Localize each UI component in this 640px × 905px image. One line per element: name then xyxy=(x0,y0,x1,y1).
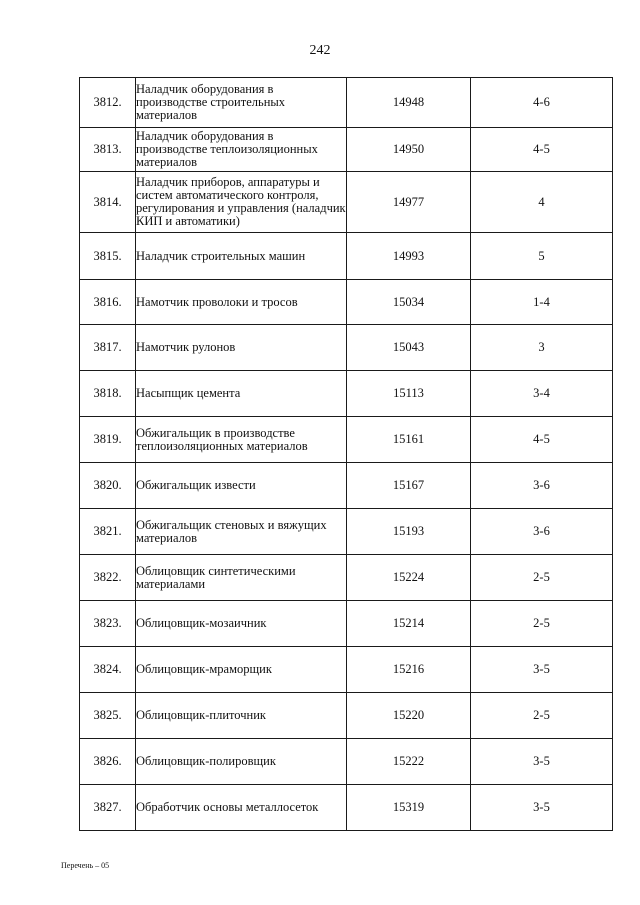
row-number: 3818. xyxy=(80,371,136,417)
table-row xyxy=(80,555,613,601)
rank-range: 3-5 xyxy=(471,785,613,831)
rank-range: 3-4 xyxy=(471,371,613,417)
rank-range: 3-5 xyxy=(471,647,613,693)
profession-code: 14993 xyxy=(347,233,471,280)
table-row xyxy=(80,371,613,417)
profession-name: Намотчик проволоки и тросов xyxy=(136,280,347,325)
row-number: 3821. xyxy=(80,509,136,555)
row-number: 3826. xyxy=(80,739,136,785)
profession-name: Обработчик основы металлосеток xyxy=(136,785,347,831)
table-row xyxy=(80,325,613,371)
profession-name: Намотчик рулонов xyxy=(136,325,347,371)
profession-name: Наладчик строительных машин xyxy=(136,233,347,280)
rank-range: 2-5 xyxy=(471,555,613,601)
profession-code: 15043 xyxy=(347,325,471,371)
row-number: 3815. xyxy=(80,233,136,280)
rank-range: 3-5 xyxy=(471,739,613,785)
row-number: 3813. xyxy=(80,128,136,172)
profession-code: 15034 xyxy=(347,280,471,325)
rank-range: 3-6 xyxy=(471,509,613,555)
profession-name: Облицовщик-мраморщик xyxy=(136,647,347,693)
profession-code: 14950 xyxy=(347,128,471,172)
row-number: 3820. xyxy=(80,463,136,509)
rank-range: 4-5 xyxy=(471,128,613,172)
row-number: 3824. xyxy=(80,647,136,693)
profession-name: Облицовщик-мозаичник xyxy=(136,601,347,647)
page-number: 242 xyxy=(309,43,331,58)
table-row xyxy=(80,78,613,128)
table-row xyxy=(80,233,613,280)
profession-name: Облицовщик синтетическими материалами xyxy=(136,555,347,601)
profession-code: 15113 xyxy=(347,371,471,417)
rank-range: 2-5 xyxy=(471,693,613,739)
profession-code: 15319 xyxy=(347,785,471,831)
profession-name: Обжигальщик извести xyxy=(136,463,347,509)
rank-range: 4 xyxy=(471,172,613,233)
table-row xyxy=(80,172,613,233)
profession-name: Обжигальщик стеновых и вяжущих материалов xyxy=(136,509,347,555)
row-number: 3823. xyxy=(80,601,136,647)
row-number: 3827. xyxy=(80,785,136,831)
profession-code: 15167 xyxy=(347,463,471,509)
table-row xyxy=(80,739,613,785)
profession-code: 15214 xyxy=(347,601,471,647)
profession-code: 15220 xyxy=(347,693,471,739)
table-row xyxy=(80,693,613,739)
rank-range: 1-4 xyxy=(471,280,613,325)
rank-range: 4-5 xyxy=(471,417,613,463)
profession-name: Облицовщик-полировщик xyxy=(136,739,347,785)
rank-range: 3-6 xyxy=(471,463,613,509)
row-number: 3819. xyxy=(80,417,136,463)
profession-code: 14977 xyxy=(347,172,471,233)
profession-name: Насыпщик цемента xyxy=(136,371,347,417)
profession-code: 15224 xyxy=(347,555,471,601)
profession-code: 15216 xyxy=(347,647,471,693)
rank-range: 3 xyxy=(471,325,613,371)
profession-name: Обжигальщик в производстве теплоизоляционных материалов xyxy=(136,417,347,463)
profession-name: Наладчик приборов, аппаратуры и систем автоматического контроля, регулирования и управления (наладчик КИП и автоматики) xyxy=(136,172,347,233)
table-row xyxy=(80,463,613,509)
table-row xyxy=(80,280,613,325)
profession-code: 15161 xyxy=(347,417,471,463)
profession-code: 14948 xyxy=(347,78,471,128)
professions-table xyxy=(79,77,613,831)
profession-code: 15193 xyxy=(347,509,471,555)
profession-name: Облицовщик-плиточник xyxy=(136,693,347,739)
table-row xyxy=(80,601,613,647)
row-number: 3822. xyxy=(80,555,136,601)
profession-name: Наладчик оборудования в производстве строительных материалов xyxy=(136,78,347,128)
rank-range: 4-6 xyxy=(471,78,613,128)
profession-code: 15222 xyxy=(347,739,471,785)
table-row xyxy=(80,647,613,693)
row-number: 3812. xyxy=(80,78,136,128)
row-number: 3817. xyxy=(80,325,136,371)
table-row xyxy=(80,417,613,463)
row-number: 3814. xyxy=(80,172,136,233)
row-number: 3825. xyxy=(80,693,136,739)
footer-label: Перечень – 05 xyxy=(61,861,110,870)
rank-range: 5 xyxy=(471,233,613,280)
rank-range: 2-5 xyxy=(471,601,613,647)
table-row xyxy=(80,509,613,555)
table-row xyxy=(80,128,613,172)
profession-name: Наладчик оборудования в производстве теплоизоляционных материалов xyxy=(136,128,347,172)
row-number: 3816. xyxy=(80,280,136,325)
table-row xyxy=(80,785,613,831)
